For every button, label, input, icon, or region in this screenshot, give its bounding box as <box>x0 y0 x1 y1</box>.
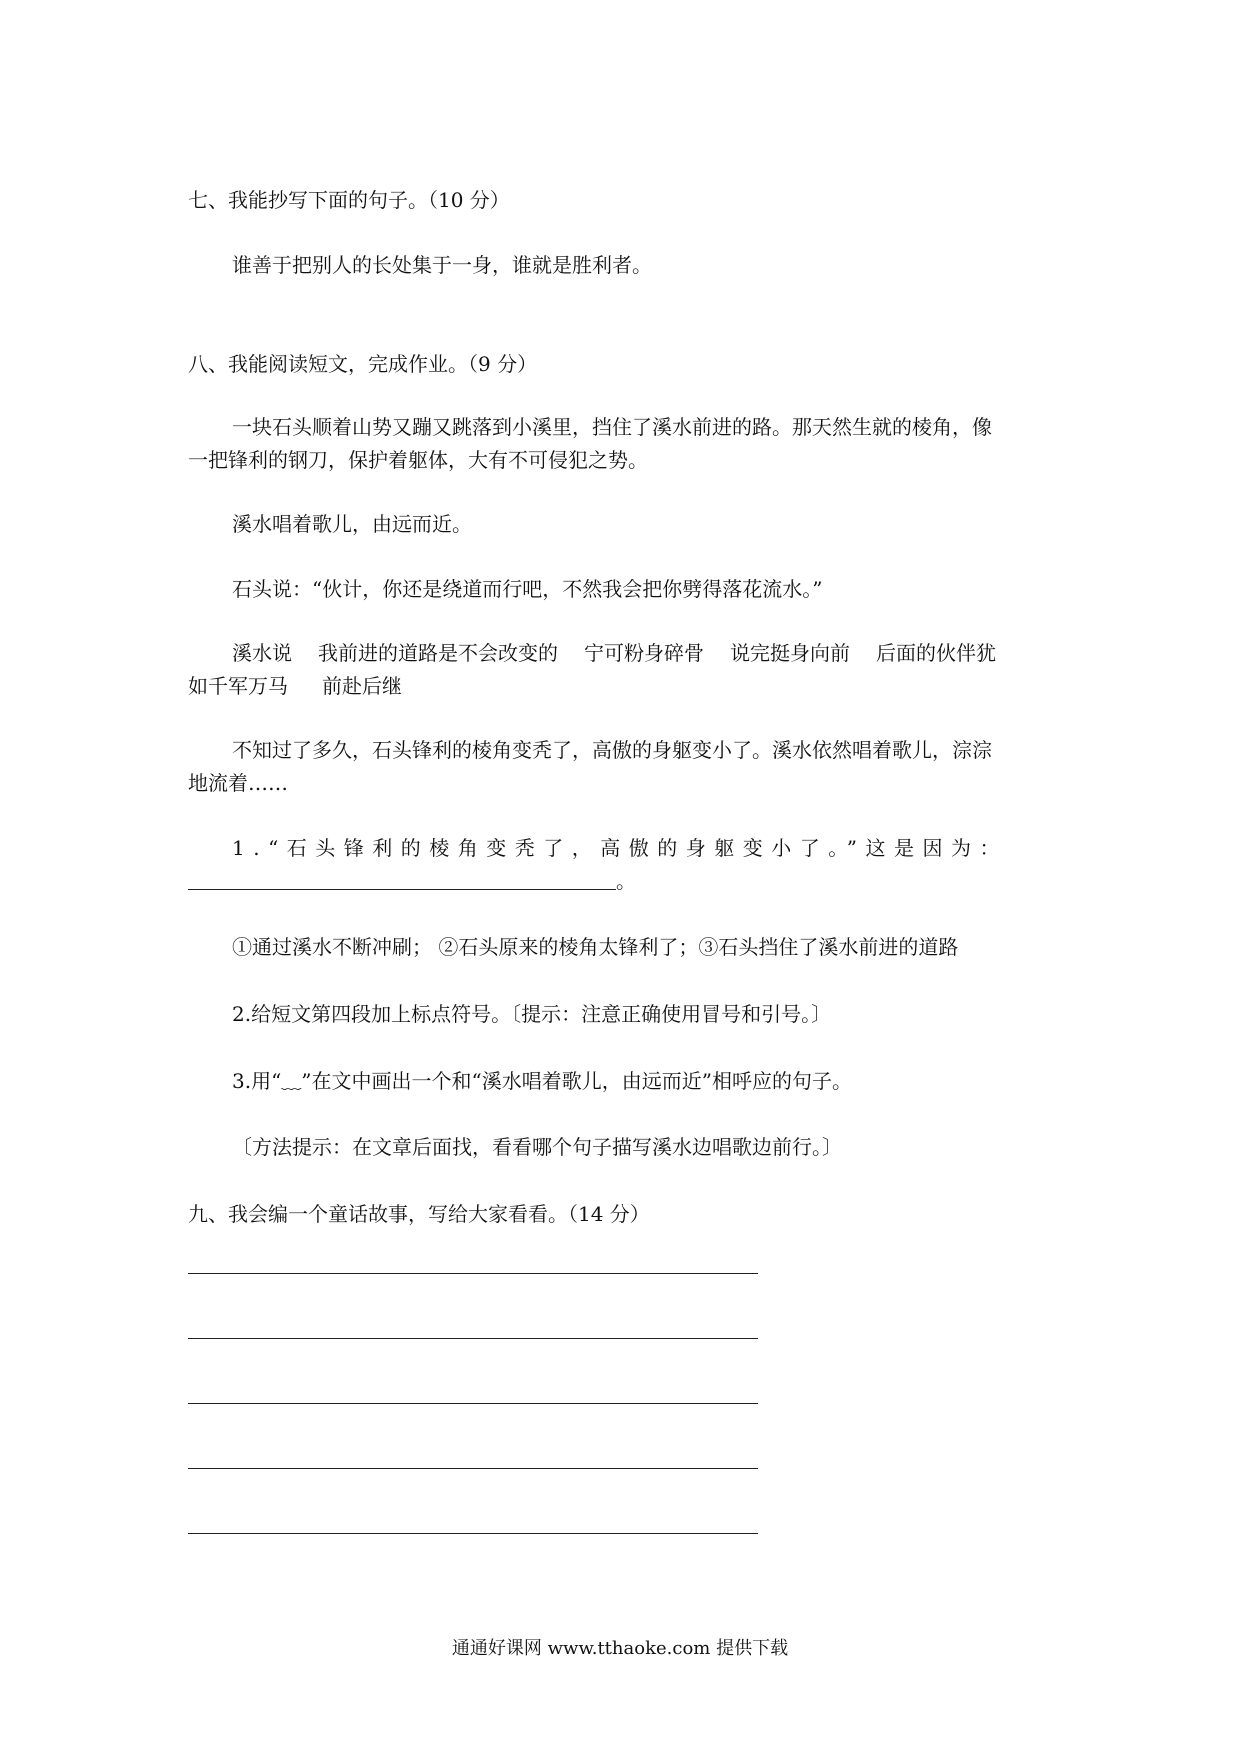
section-8-title: 八、我能阅读短文，完成作业。（9 分） <box>188 352 538 376</box>
passage-p3: 石头说：“伙计，你还是绕道而行吧，不然我会把你劈得落花流水。” <box>232 577 823 601</box>
writing-line[interactable] <box>188 1468 758 1469</box>
section-7-title: 七、我能抄写下面的句子。（10 分） <box>188 188 510 212</box>
p4-part: 我前进的道路是不会改变的 <box>318 641 558 665</box>
p4-part: 后面的伙伴犹 <box>876 641 996 665</box>
passage-p4-line1 <box>232 639 996 667</box>
passage-p2: 溪水唱着歌儿，由远而近。 <box>232 512 472 536</box>
p4-part: 如千军万马 <box>188 674 288 698</box>
writing-line[interactable] <box>188 1273 758 1274</box>
p4-part: 宁可粉身碎骨 <box>584 641 704 665</box>
question-1: 1.“石头锋利的棱角变秃了，高傲的身躯变小了。”这是因为： <box>232 836 1009 860</box>
p4-part: 前赴后继 <box>322 674 402 698</box>
question-3: 3.用“﹏”在文中画出一个和“溪水唱着歌儿，由远而近”相呼应的句子。 <box>232 1069 852 1093</box>
passage-p1-line1: 一块石头顺着山势又蹦又跳落到小溪里，挡住了溪水前进的路。那天然生就的棱角，像 <box>232 415 992 439</box>
method-tip: 〔方法提示：在文章后面找，看看哪个句子描写溪水边唱歌边前行。〕 <box>232 1135 842 1159</box>
question-2: 2.给短文第四段加上标点符号。〔提示：注意正确使用冒号和引号。〕 <box>232 1002 832 1026</box>
passage-p5-line2: 地流着…… <box>188 771 288 795</box>
writing-line[interactable] <box>188 1403 758 1404</box>
question-1-end: 。 <box>616 869 636 893</box>
passage-p5-line1: 不知过了多久，石头锋利的棱角变秃了，高傲的身躯变小了。溪水依然唱着歌儿，淙淙 <box>232 738 992 762</box>
p4-part: 说完挺身向前 <box>730 641 850 665</box>
answer-line[interactable] <box>188 889 616 890</box>
passage-p4-line2 <box>188 672 402 700</box>
page-footer: 通通好课网 www.tthaoke.com 提供下载 <box>451 1638 789 1659</box>
writing-line[interactable] <box>188 1338 758 1339</box>
section-9-title: 九、我会编一个童话故事，写给大家看看。（14 分） <box>188 1202 650 1226</box>
writing-line[interactable] <box>188 1533 758 1534</box>
copy-sentence: 谁善于把别人的长处集于一身，谁就是胜利者。 <box>232 253 652 277</box>
question-1-options: ①通过溪水不断冲刷； ②石头原来的棱角太锋利了；③石头挡住了溪水前进的道路 <box>232 935 959 959</box>
passage-p1-line2: 一把锋利的钢刀，保护着躯体，大有不可侵犯之势。 <box>188 448 648 472</box>
p4-part: 溪水说 <box>232 641 292 665</box>
